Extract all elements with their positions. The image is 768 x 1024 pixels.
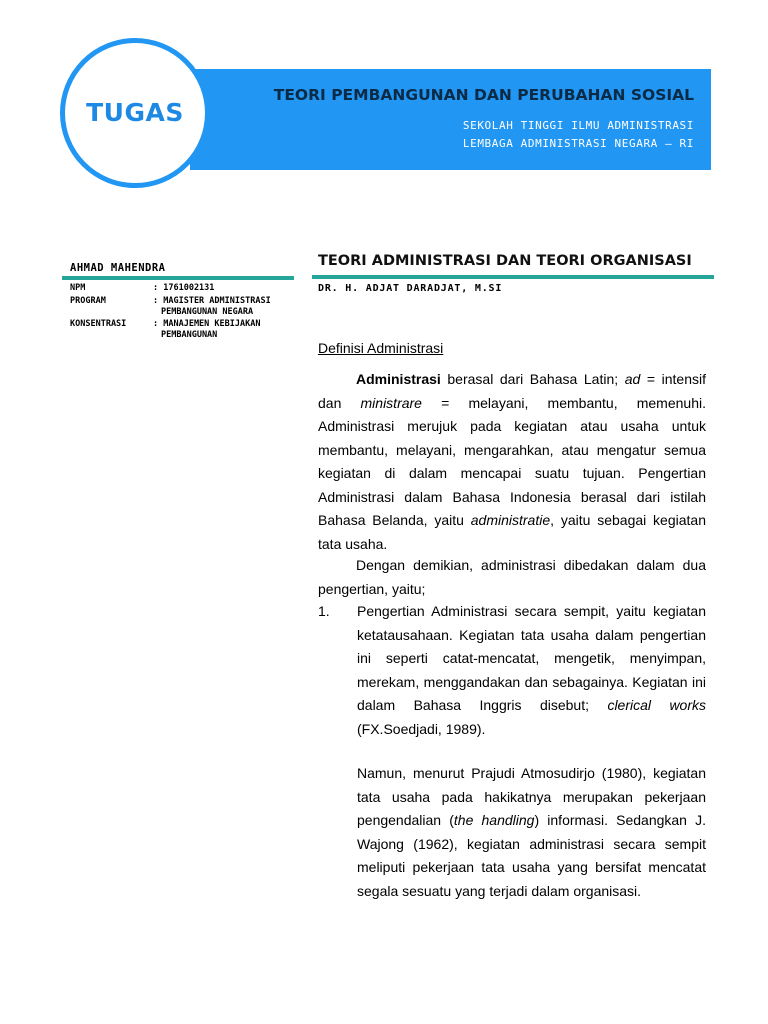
tugas-circle-logo	[60, 38, 210, 188]
meta-value: PEMBANGUNAN	[161, 330, 218, 340]
meta-value: : 1761002131	[153, 283, 215, 293]
meta-value: : MAGISTER ADMINISTRASI	[153, 296, 271, 306]
meta-value: : MANAJEMEN KEBIJAKAN	[153, 319, 261, 329]
institution-line-1: SEKOLAH TINGGI ILMU ADMINISTRASI	[462, 119, 694, 132]
institution-line-2: LEMBAGA ADMINISTRASI NEGARA – RI	[462, 137, 694, 150]
list-item-number: 1.	[318, 603, 330, 619]
student-name: AHMAD MAHENDRA	[70, 262, 166, 274]
document-author: DR. H. ADJAT DARADJAT, M.SI	[318, 283, 503, 294]
course-title: TEORI PEMBANGUNAN DAN PERUBAHAN SOSIAL	[273, 86, 694, 104]
meta-label: KONSENTRASI	[70, 319, 127, 329]
left-divider	[62, 276, 294, 280]
clerical-works: clerical works	[607, 697, 707, 713]
list-item-narrow-meaning: Pengertian Administrasi secara sempit, yaitu kegiatan ketatausahaan. Kegiatan tata usaha dalam pengertian ini seperti catat-mencatat, mengetik, menyimpan, merekam, menggandakan dan sebagainya. Kegiatan ini dalam Bahasa Inggris disebut; clerical works (FX.Soedjadi, 1989).	[357, 603, 707, 737]
section-heading: Definisi Administrasi	[318, 340, 444, 356]
term-administrasi: Administrasi	[356, 371, 441, 387]
dutch-administratie: administratie	[470, 512, 551, 528]
right-divider	[312, 275, 714, 279]
meta-label: PROGRAM	[70, 296, 106, 306]
the-handling: the handling	[453, 812, 535, 828]
paragraph-two-meanings: Dengan demikian, administrasi dibedakan dalam dua pengertian, yaitu;	[318, 557, 706, 597]
paragraph-definition: Administrasi berasal dari Bahasa Latin; ad = intensif dan ministrare = melayani, membantu, memenuhi. Administrasi merujuk pada kegiatan atau usaha untuk membantu, melayani, mengarahkan, atau mengatur semua kegiatan di dalam mencapai suatu tujuan. Pengertian Administrasi dalam Bahasa Indonesia berasal dari istilah Bahasa Belanda, yaitu administratie, yaitu sebagai kegiatan tata usaha.	[318, 371, 706, 552]
meta-value: PEMBANGUNAN NEGARA	[161, 307, 254, 317]
logo-word: TUGAS	[86, 97, 184, 127]
latin-ministrare: ministrare	[360, 394, 422, 411]
document-title: TEORI ADMINISTRASI DAN TEORI ORGANISASI	[318, 253, 692, 269]
latin-ad: ad	[624, 371, 641, 387]
meta-label: NPM	[70, 283, 86, 293]
paragraph-atmosudirjo: Namun, menurut Prajudi Atmosudirjo (1980), kegiatan tata usaha pada hakikatnya merupakan pekerjaan pengendalian (the handling) informasi. Sedangkan J. Wajong (1962), kegiatan administrasi secara sempit meliputi pekerjaan tata usaha yang bersifat mencatat segala sesuatu yang terjadi dalam organisasi.	[357, 765, 707, 899]
